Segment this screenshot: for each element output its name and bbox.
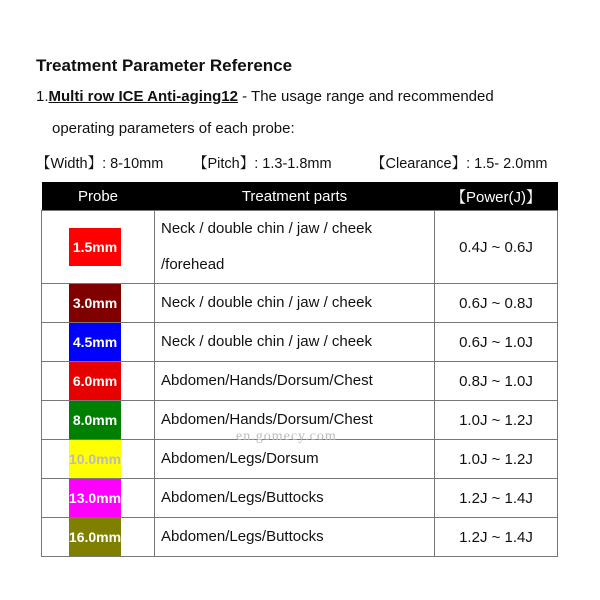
- power-cell: 0.6J ~ 1.0J: [435, 323, 558, 362]
- treatment-parts-cell: [155, 479, 435, 518]
- probe-swatch: 16.0mm: [69, 518, 121, 556]
- pitch-spec: 【Pitch】: 1.3-1.8mm: [193, 156, 332, 172]
- table-row: [42, 479, 558, 518]
- treatment-parts-cell: [155, 362, 435, 401]
- treatment-parts-text: Abdomen/Legs/Buttocks: [161, 489, 324, 506]
- probe-cell: [42, 401, 155, 440]
- power-cell: 0.8J ~ 1.0J: [435, 362, 558, 401]
- width-spec: 【Width】: 8-10mm: [36, 156, 164, 172]
- intro-line: [36, 88, 494, 105]
- power-cell: 1.2J ~ 1.4J: [435, 479, 558, 518]
- header-treatment-parts: Treatment parts: [155, 182, 435, 211]
- treatment-parts-text: Abdomen/Hands/Dorsum/Chest: [161, 372, 373, 389]
- table-row: [42, 518, 558, 557]
- probe-cell: [42, 284, 155, 323]
- intro-number: 1.: [36, 88, 49, 105]
- clearance-spec: 【Clearance】: 1.5- 2.0mm: [371, 156, 548, 172]
- table-row: [42, 440, 558, 479]
- probe-swatch: 1.5mm: [69, 228, 121, 266]
- table-row: [42, 211, 558, 284]
- power-cell: 1.0J ~ 1.2J: [435, 440, 558, 479]
- intro-line-2: operating parameters of each probe:: [52, 120, 295, 137]
- table-row: [42, 323, 558, 362]
- power-cell: 0.6J ~ 0.8J: [435, 284, 558, 323]
- table-row: [42, 362, 558, 401]
- parameter-table: [41, 182, 558, 557]
- treatment-parts-text-2: /forehead: [161, 256, 225, 273]
- treatment-parts-text: Neck / double chin / jaw / cheek: [161, 333, 372, 350]
- header-probe: Probe: [42, 182, 155, 211]
- watermark: en.gomecy.com: [236, 429, 337, 444]
- treatment-parts-text: Neck / double chin / jaw / cheek: [161, 220, 372, 237]
- table-row: [42, 284, 558, 323]
- product-name: Multi row ICE Anti-aging12: [48, 88, 238, 105]
- probe-swatch: 10.0mm: [69, 440, 121, 478]
- power-cell: 0.4J ~ 0.6J: [435, 211, 558, 284]
- power-cell: 1.2J ~ 1.4J: [435, 518, 558, 557]
- treatment-parts-cell: [155, 284, 435, 323]
- page-title: Treatment Parameter Reference: [36, 56, 293, 75]
- treatment-parts-cell: [155, 518, 435, 557]
- probe-cell: [42, 323, 155, 362]
- treatment-parts-text: Abdomen/Legs/Buttocks: [161, 528, 324, 545]
- header-power: 【Power(J)】: [435, 182, 558, 211]
- treatment-parts-cell: [155, 211, 435, 284]
- probe-cell: [42, 479, 155, 518]
- table-body: [42, 211, 558, 557]
- table-header-row: [42, 182, 558, 211]
- probe-cell: [42, 362, 155, 401]
- probe-swatch: 4.5mm: [69, 323, 121, 361]
- probe-swatch: 6.0mm: [69, 362, 121, 400]
- probe-swatch: 8.0mm: [69, 401, 121, 439]
- power-cell: 1.0J ~ 1.2J: [435, 401, 558, 440]
- treatment-parts-text: Neck / double chin / jaw / cheek: [161, 294, 372, 311]
- probe-cell: [42, 440, 155, 479]
- probe-cell: [42, 211, 155, 284]
- treatment-parts-text: Abdomen/Legs/Dorsum: [161, 450, 319, 467]
- probe-swatch: 13.0mm: [69, 479, 121, 517]
- treatment-parts-cell: [155, 440, 435, 479]
- treatment-parts-cell: [155, 323, 435, 362]
- intro-description: - The usage range and recommended: [237, 88, 494, 105]
- treatment-parts-text: Abdomen/Hands/Dorsum/Chest: [161, 411, 373, 428]
- probe-swatch: 3.0mm: [69, 284, 121, 322]
- probe-cell: [42, 518, 155, 557]
